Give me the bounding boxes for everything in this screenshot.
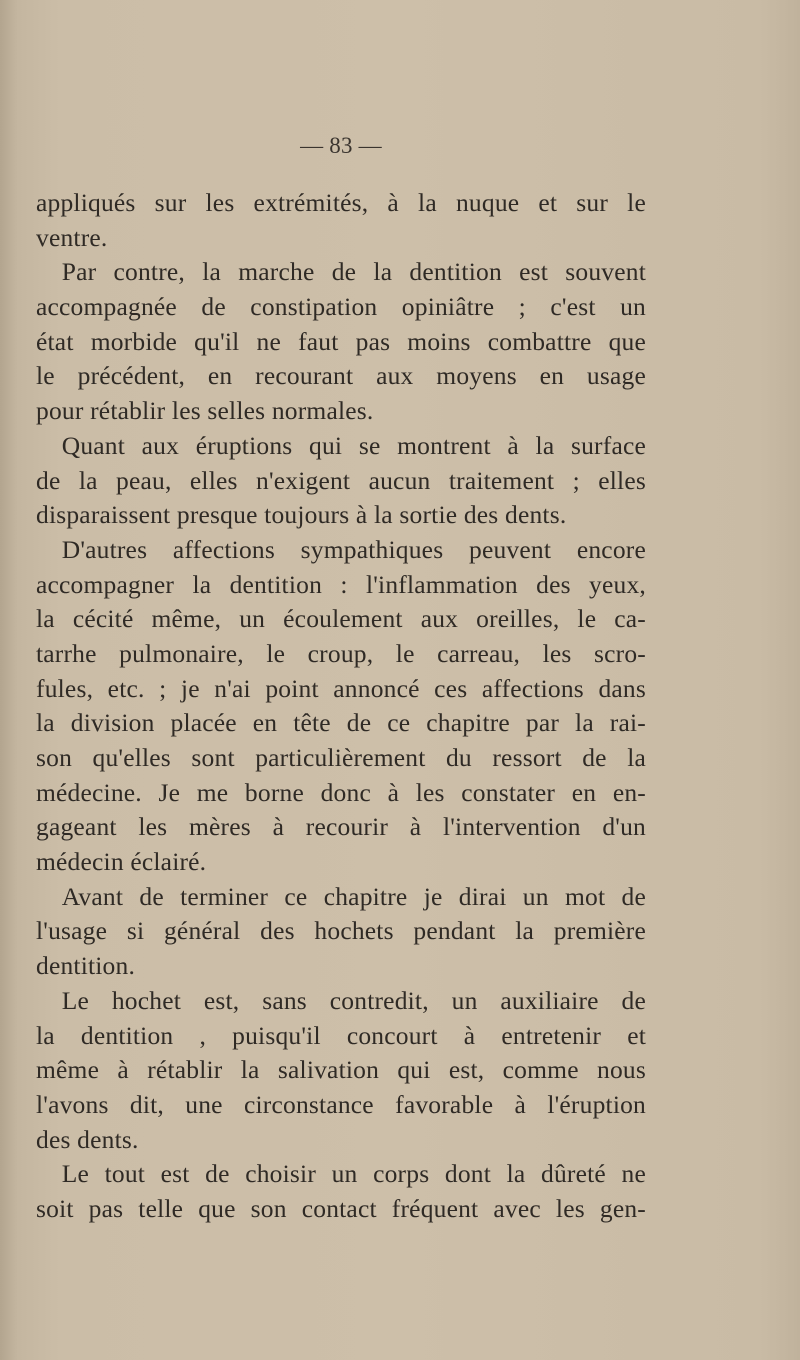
text-line: médecin éclairé. [36, 847, 207, 877]
text-line: Le tout est de choisir un corps dont la dûreté ne [36, 1159, 646, 1189]
text-line: accompagner la dentition : l'inflammation des yeux, [36, 569, 646, 599]
text-line: l'avons dit, une circonstance favorable à l'éruption [36, 1089, 646, 1119]
page-body [36, 186, 646, 1227]
text-line: tarrhe pulmonaire, le croup, le carreau, les scro- [36, 638, 646, 668]
text-line: même à rétablir la salivation qui est, comme nous [36, 1055, 646, 1085]
text-line: la cécité même, un écoulement aux oreilles, le ca- [36, 604, 646, 634]
page-text-block [36, 126, 646, 1227]
text-line: Par contre, la marche de la dentition est souvent [36, 257, 646, 287]
text-line: fules, etc. ; je n'ai point annoncé ces affections dans [36, 673, 646, 703]
text-line: médecine. Je me borne donc à les constater en en- [36, 777, 646, 807]
page-number: — 83 — [300, 133, 382, 158]
text-line: Avant de terminer ce chapitre je dirai un mot de [36, 881, 646, 911]
text-line: le précédent, en recourant aux moyens en usage [36, 361, 646, 391]
text-line: l'usage si général des hochets pendant la première [36, 916, 646, 946]
text-line: gageant les mères à recourir à l'intervention d'un [36, 812, 646, 842]
text-line: la dentition , puisqu'il concourt à entretenir et [36, 1020, 646, 1050]
text-line: disparaissent presque toujours à la sortie des dents. [36, 500, 567, 530]
text-line: Quant aux éruptions qui se montrent à la surface [36, 430, 646, 460]
text-line: ventre. [36, 222, 108, 252]
text-line: soit pas telle que son contact fréquent avec les gen- [36, 1193, 646, 1223]
text-line: la division placée en tête de ce chapitre par la rai- [36, 708, 646, 738]
text-line: Le hochet est, sans contredit, un auxiliaire de [36, 985, 646, 1015]
text-line: dentition. [36, 951, 136, 981]
text-line: D'autres affections sympathiques peuvent encore [36, 534, 646, 564]
text-line: état morbide qu'il ne faut pas moins combattre que [36, 326, 646, 356]
text-line: appliqués sur les extrémités, à la nuque et sur le [36, 188, 646, 217]
text-line: pour rétablir les selles normales. [36, 396, 374, 426]
text-line: des dents. [36, 1124, 139, 1154]
text-line: son qu'elles sont particulièrement du ressort de la [36, 743, 646, 772]
text-line: de la peau, elles n'exigent aucun traitement ; elles [36, 465, 646, 495]
text-line: accompagnée de constipation opiniâtre ; c'est un [36, 292, 646, 322]
